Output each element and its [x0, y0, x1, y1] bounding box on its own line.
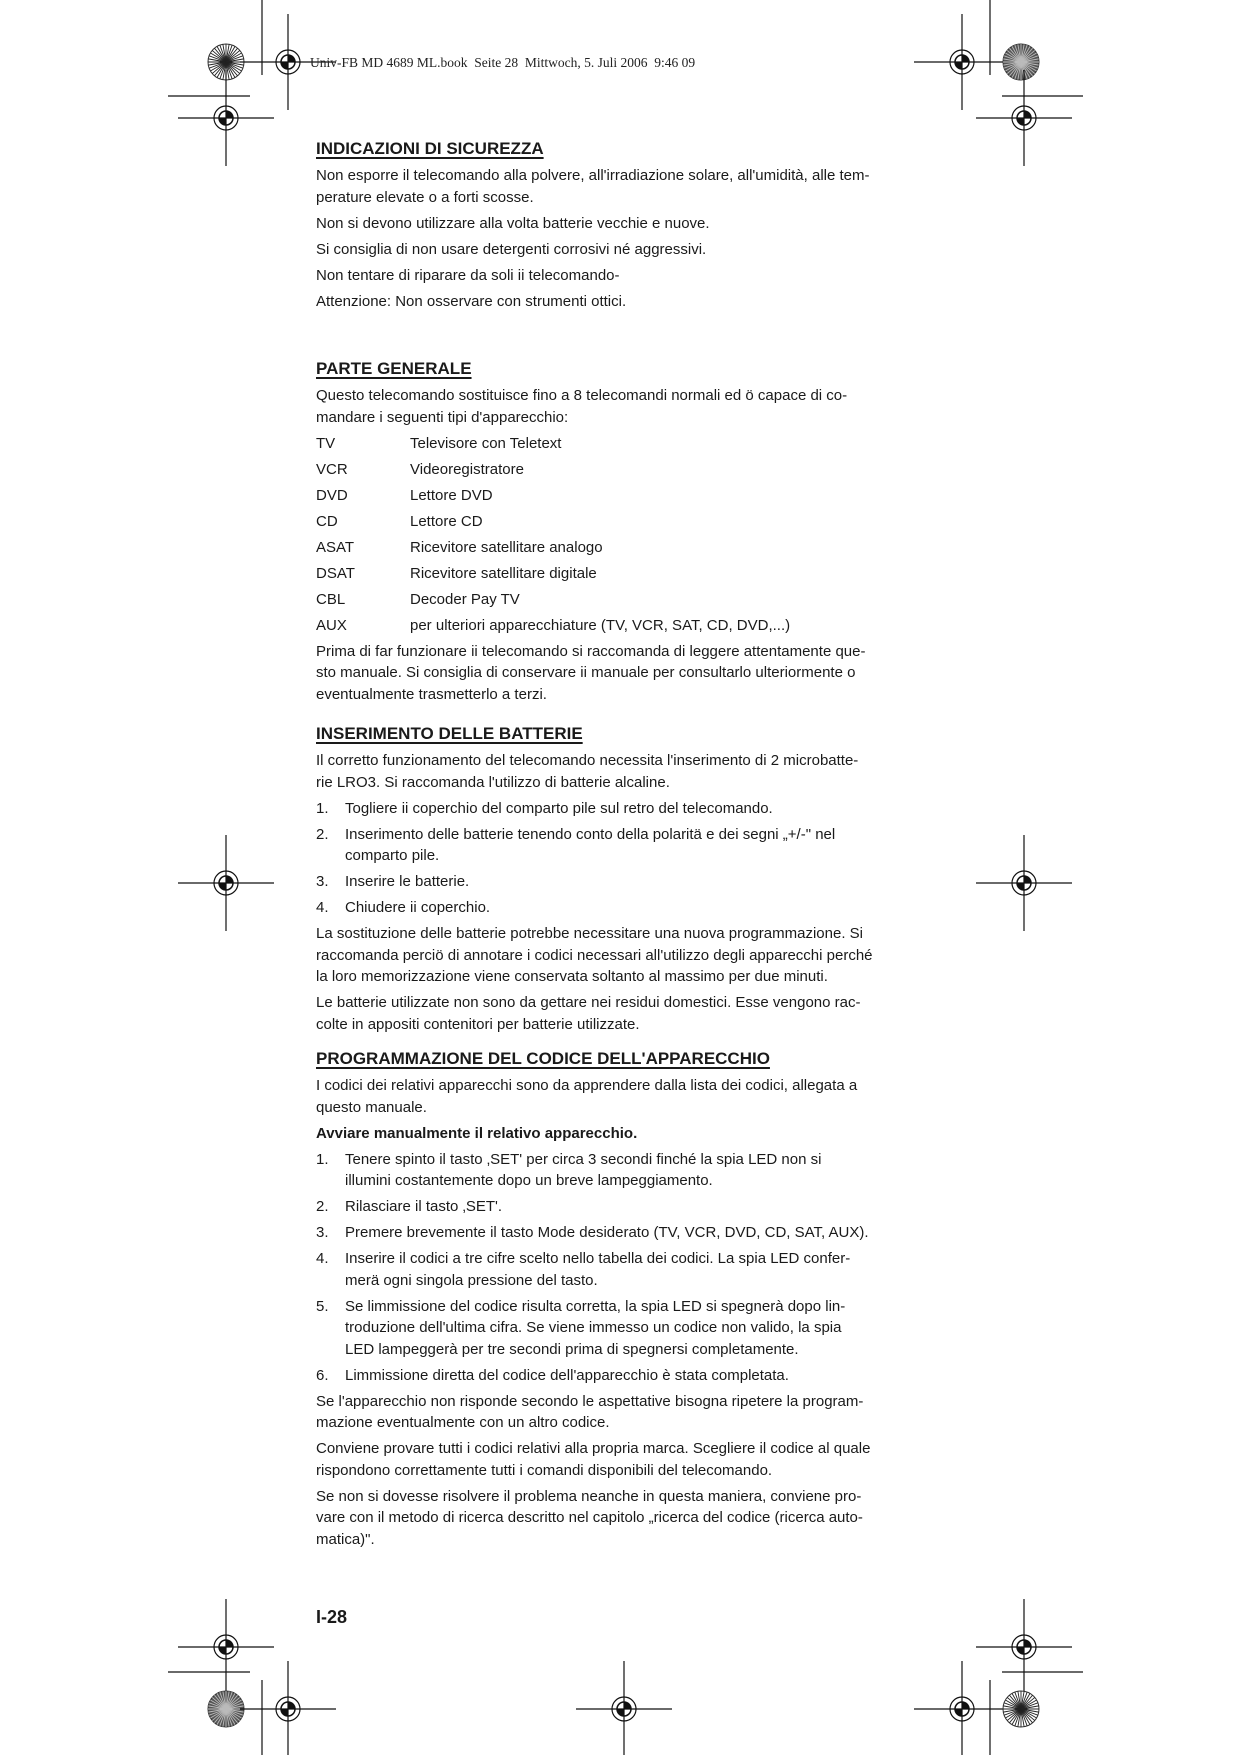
text-line: la loro memorizzazione viene conservata soltanto al massimo per due minuti.	[316, 968, 828, 985]
list-number: 3.	[316, 873, 329, 890]
paragraph	[316, 1391, 936, 1434]
paragraph	[316, 213, 936, 235]
device-code: VCR	[316, 460, 348, 478]
text-line: Limmissione diretta del codice dell'apparecchio è stata completata.	[345, 1366, 789, 1384]
list-item	[316, 1296, 936, 1361]
device-description: Ricevitore satellitare digitale	[410, 564, 597, 582]
section	[316, 722, 936, 1035]
device-code: TV	[316, 434, 336, 452]
list-number: 1.	[316, 799, 329, 817]
text-line: perature elevate o a forti scosse.	[316, 188, 534, 206]
list-text	[345, 897, 490, 919]
list-item	[316, 897, 936, 919]
text-line: Inserire il codici a tre cifre scelto nello tabella dei codici. La spia LED confer-	[345, 1250, 851, 1267]
list-text	[345, 1365, 789, 1387]
device-type-row	[316, 511, 936, 533]
section	[316, 1047, 936, 1550]
list-number: 3.	[316, 1224, 329, 1241]
list-item	[316, 1248, 936, 1291]
text-line: Non esporre il telecomando alla polvere, all'irradiazione solare, all'umidità, alle tem-	[316, 167, 870, 184]
list-number: 5.	[316, 1297, 329, 1315]
paragraph	[316, 1438, 936, 1481]
paragraph	[316, 750, 936, 793]
text-line: vare con il metodo di ricerca descritto nel capitolo „ricerca del codice (ricerca auto-	[316, 1509, 863, 1526]
paragraph	[316, 239, 936, 261]
text-line: merä ogni singola pressione del tasto.	[345, 1271, 598, 1289]
text-line: Questo telecomando sostituisce fino a 8 telecomandi normali ed ö capace di co-	[316, 387, 848, 404]
device-code: CD	[316, 512, 338, 530]
text-line: mazione eventualmente con un altro codice.	[316, 1414, 610, 1431]
list-item	[316, 1222, 936, 1244]
device-code: DVD	[316, 486, 348, 504]
device-type-row	[316, 459, 936, 481]
registration-target-icon	[178, 70, 274, 166]
text-line: Prima di far funzionare ii telecomando si raccomanda di leggere attentamente que-	[316, 642, 866, 660]
text-line: Se limmissione del codice risulta corretta, la spia LED si spegnerà dopo lin-	[345, 1297, 846, 1315]
registration-target-icon	[976, 70, 1072, 166]
paragraph	[316, 1075, 936, 1118]
paragraph	[316, 992, 936, 1035]
text-line: Togliere ii coperchio del comparto pile sul retro del telecomando.	[345, 799, 773, 817]
registration-target-icon	[178, 1599, 274, 1695]
text-line: Conviene provare tutti i codici relativi alla propria marca. Scegliere il codice al quale	[316, 1440, 871, 1457]
device-description: Decoder Pay TV	[410, 590, 520, 608]
running-header: Univ-FB MD 4689 ML.book Seite 28 Mittwoch, 5. Juli 2006 9:46 09	[310, 55, 696, 70]
text-line: Inserire le batterie.	[345, 873, 470, 890]
device-type-row	[316, 589, 936, 611]
text-line: illumini costantemente dopo un breve lampeggiamento.	[345, 1172, 713, 1189]
text-line: Rilasciare il tasto ‚SET'.	[345, 1198, 503, 1215]
text-line: La sostituzione delle batterie potrebbe necessitare una nuova programmazione. Si	[316, 925, 864, 942]
list-text	[345, 1196, 502, 1218]
section-heading: PROGRAMMAZIONE DEL CODICE DELL'APPARECCHIO	[316, 1049, 770, 1068]
registration-target-icon	[178, 835, 274, 931]
text-line: questo manuale.	[316, 1098, 427, 1116]
paragraph	[316, 923, 936, 988]
text-line: rispondono correttamente tutti i comandi disponibili del telecomando.	[316, 1461, 773, 1479]
list-text	[345, 1222, 869, 1244]
device-type-row	[316, 433, 936, 455]
text-line: Tenere spinto il tasto ‚SET' per circa 3 secondi finché la spia LED non si	[345, 1150, 822, 1168]
text-line: rie LRO3. Si raccomanda l'utilizzo di batterie alcaline.	[316, 773, 670, 791]
text-line: Non tentare di riparare da soli ii telecomando-	[316, 266, 620, 284]
section	[316, 357, 936, 705]
page-number: I-28	[316, 1607, 348, 1627]
device-type-row	[316, 563, 936, 585]
device-description: Televisore con Teletext	[410, 434, 562, 452]
text-line: mandare i seguenti tipi d'apparecchio:	[316, 408, 569, 426]
list-text	[345, 1296, 845, 1361]
text-line: raccomanda perciö di annotare i codici necessari all'utilizzo degli apparecchi perché	[316, 946, 873, 964]
device-description: per ulteriori apparecchiature (TV, VCR, SAT, CD, DVD,...)	[410, 616, 791, 634]
text-line: sto manuale. Si consiglia di conservare ii manuale per consultarlo ulteriormente o	[316, 664, 856, 681]
list-number: 2.	[316, 825, 329, 843]
text-line: Premere brevemente il tasto Mode desiderato (TV, VCR, DVD, CD, SAT, AUX).	[345, 1224, 869, 1241]
device-code: ASAT	[316, 538, 355, 556]
device-description: Ricevitore satellitare analogo	[410, 538, 603, 556]
device-code: AUX	[316, 616, 347, 634]
list-number: 4.	[316, 1250, 329, 1267]
device-type-row	[316, 615, 936, 637]
bold-instruction	[316, 1123, 936, 1145]
section-heading: PARTE GENERALE	[316, 359, 472, 378]
text-line: Se non si dovesse risolvere il problema neanche in questa maniera, conviene pro-	[316, 1487, 862, 1505]
text-line: Attenzione: Non osservare con strumenti ottici.	[316, 292, 627, 310]
list-item	[316, 1149, 936, 1192]
paragraph	[316, 1486, 936, 1551]
list-item	[316, 824, 936, 867]
list-text	[345, 798, 773, 820]
device-description: Videoregistratore	[410, 460, 524, 478]
paragraph	[316, 641, 936, 706]
registration-target-icon	[576, 1661, 672, 1755]
registration-target-icon	[240, 1661, 336, 1755]
list-number: 1.	[316, 1150, 329, 1168]
device-code: CBL	[316, 590, 346, 608]
registration-target-icon	[914, 14, 1010, 110]
text-line: Avviare manualmente il relativo apparecchio.	[316, 1124, 638, 1142]
device-description: Lettore CD	[410, 512, 483, 530]
text-line: colte in appositi contenitori per batterie utilizzate.	[316, 1015, 640, 1033]
text-line: I codici dei relativi apparecchi sono da apprendere dalla lista dei codici, allegata a	[316, 1077, 858, 1094]
text-line: Inserimento delle batterie tenendo conto della polaritä e dei segni „+/-" nel	[345, 825, 836, 843]
text-line: Non si devono utilizzare alla volta batterie vecchie e nuove.	[316, 214, 710, 232]
text-line: LED lampeggerà per tre secondi prima di spegnersi completamente.	[345, 1340, 799, 1358]
device-type-row	[316, 537, 936, 559]
paragraph	[316, 265, 936, 287]
registration-target-icon	[976, 835, 1072, 931]
registration-starburst-icon	[208, 1691, 244, 1727]
list-item	[316, 1365, 936, 1387]
list-text	[345, 1149, 821, 1192]
list-item	[316, 1196, 936, 1218]
paragraph	[316, 385, 936, 428]
text-line: Se l'apparecchio non risponde secondo le aspettative bisogna ripetere la program-	[316, 1392, 864, 1410]
section-heading: INSERIMENTO DELLE BATTERIE	[316, 724, 583, 743]
text-line: comparto pile.	[345, 847, 440, 864]
list-number: 6.	[316, 1366, 329, 1384]
list-text	[345, 1248, 850, 1291]
registration-target-icon	[914, 1661, 1010, 1755]
text-line: Si consiglia di non usare detergenti corrosivi né aggressivi.	[316, 240, 707, 258]
list-text	[345, 871, 469, 893]
section	[316, 137, 936, 312]
text-line: Le batterie utilizzate non sono da gettare nei residui domestici. Esse vengono rac-	[316, 994, 861, 1011]
list-number: 4.	[316, 899, 329, 916]
registration-starburst-icon	[1003, 44, 1039, 80]
text-line: Chiudere ii coperchio.	[345, 899, 491, 916]
device-type-row	[316, 485, 936, 507]
text-line: matica)".	[316, 1530, 375, 1548]
registration-starburst-icon	[1003, 1691, 1039, 1727]
text-line: eventualmente trasmetterlo a terzi.	[316, 685, 547, 703]
list-item	[316, 871, 936, 893]
list-item	[316, 798, 936, 820]
text-line: troduzione dell'ultima cifra. Se viene immesso un codice non valido, la spia	[345, 1319, 842, 1336]
list-text	[345, 824, 835, 867]
paragraph	[316, 291, 936, 313]
section-heading: INDICAZIONI DI SICUREZZA	[316, 139, 544, 158]
device-description: Lettore DVD	[410, 486, 493, 504]
list-number: 2.	[316, 1198, 329, 1215]
text-line: Il corretto funzionamento del telecomando necessita l'inserimento di 2 microbatte-	[316, 752, 859, 769]
paragraph	[316, 165, 936, 208]
device-code: DSAT	[316, 564, 355, 582]
